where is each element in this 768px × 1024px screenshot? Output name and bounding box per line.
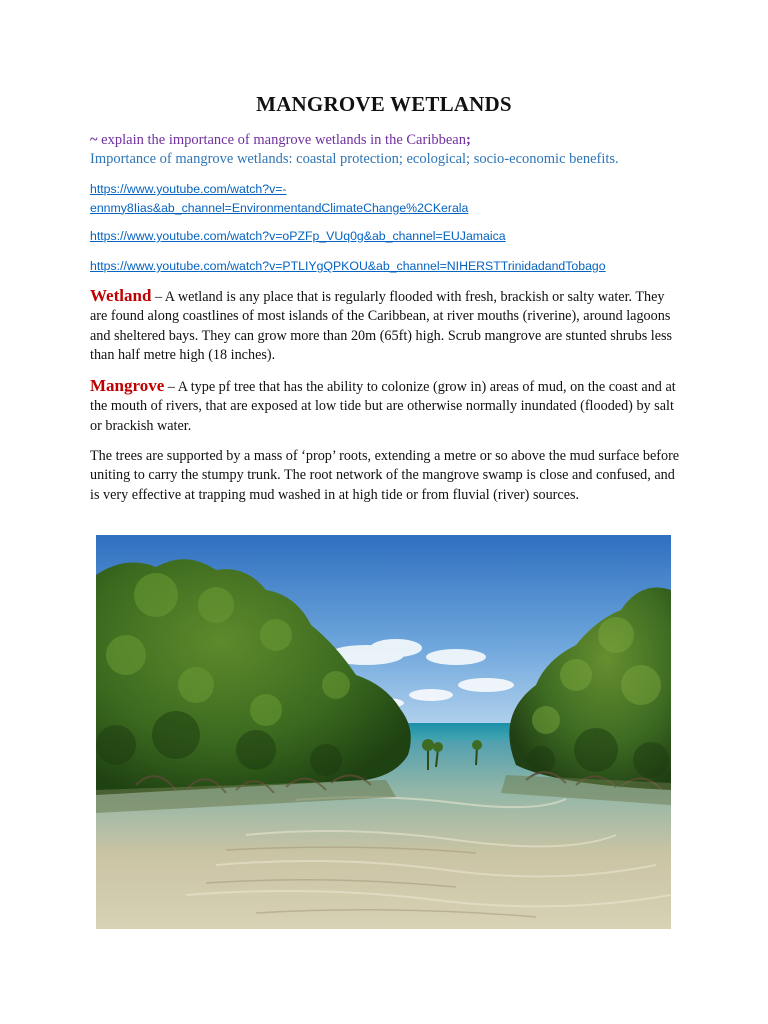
wetland-term: Wetland	[90, 286, 152, 305]
mangrove-photo	[96, 535, 671, 929]
wetland-paragraph	[90, 286, 680, 365]
mangrove-definition: – A type pf tree that has the ability to colonize (grow in) areas of mud, on the coast and at the mouth of rivers, that are exposed at low tide but are otherwise normally inundated (flooded) by salt or brackish water.	[90, 379, 676, 434]
objective-semicolon: ;	[465, 132, 471, 148]
youtube-link-kerala-line2[interactable]: ennmy8Iias&ab_channel=EnvironmentandClimateChange%2CKerala	[90, 200, 469, 215]
prop-roots-paragraph: The trees are supported by a mass of ‘prop’ roots, extending a metre or so above the mud surface before uniting to carry the stumpy trunk. The root network of the mangrove swamp is close and confused, and is very effective at trapping mud washed in at high tide or from fluvial (river) sources.	[90, 448, 680, 503]
objective-text: explain the importance of mangrove wetlands in the Caribbean	[97, 132, 466, 148]
mangrove-photo-illustration	[96, 535, 671, 929]
youtube-link-trinidad[interactable]: https://www.youtube.com/watch?v=PTLIYgQPKOU&ab_channel=NIHERSTTrinidadandTobago	[90, 259, 606, 273]
page-title: MANGROVE WETLANDS	[256, 92, 512, 116]
youtube-link-kerala-line1[interactable]: https://www.youtube.com/watch?v=-	[90, 182, 287, 196]
learning-objective	[90, 131, 710, 149]
objective-tilde: ~	[90, 132, 98, 148]
wetland-definition: – A wetland is any place that is regularly flooded with fresh, brackish or salty water. They are found along coastlines of most islands of the Caribbean, at river mouths (riverine), around lagoons and sheltered bays. They can grow more than 20m (65ft) high. Scrub mangrove are stunted shrubs less than half metre high (18 inches).	[90, 289, 673, 363]
importance-summary: Importance of mangrove wetlands: coastal protection; ecological; socio-economic benefits.	[90, 151, 619, 167]
youtube-link-jamaica[interactable]: https://www.youtube.com/watch?v=oPZFp_VUq0g&ab_channel=EUJamaica	[90, 229, 506, 243]
mangrove-term: Mangrove	[90, 376, 165, 395]
mangrove-paragraph	[90, 376, 680, 436]
youtube-link-kerala[interactable]	[90, 180, 690, 217]
